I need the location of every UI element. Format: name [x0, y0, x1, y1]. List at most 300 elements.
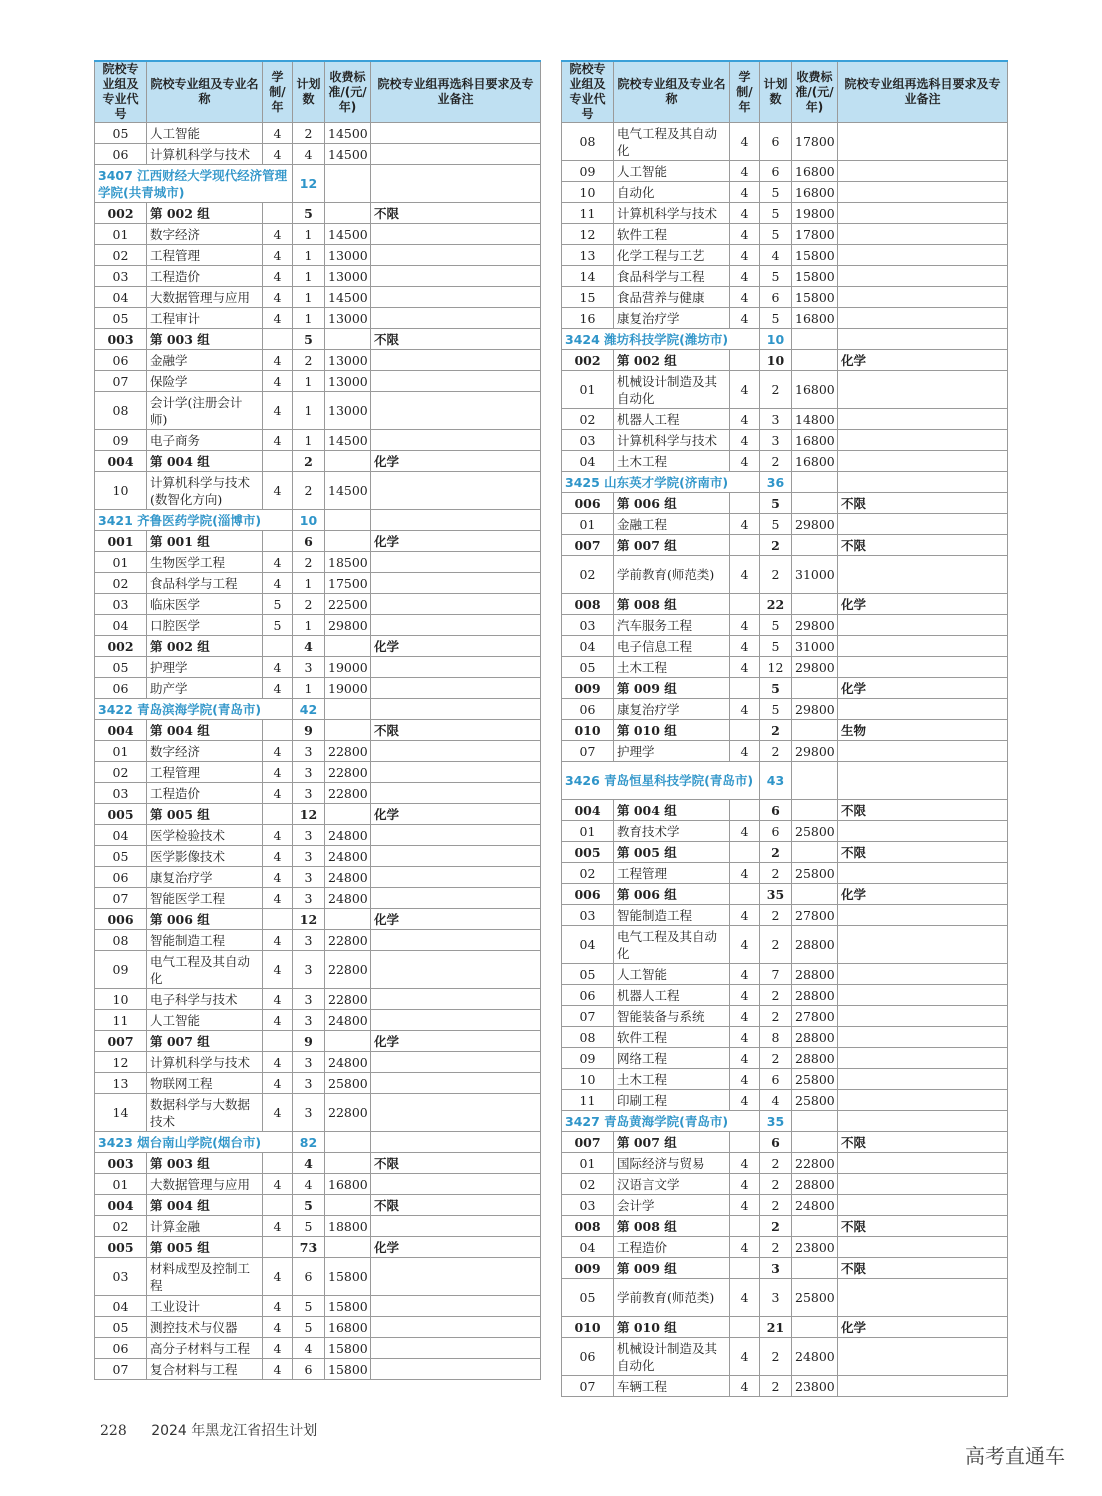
major-requirement [371, 350, 541, 371]
major-years: 4 [730, 1069, 760, 1090]
major-years: 4 [730, 657, 760, 678]
major-name: 智能装备与系统 [614, 1006, 730, 1027]
group-requirement: 不限 [838, 800, 1008, 821]
university-name: 3424 潍坊科技学院(潍坊市) [562, 329, 760, 350]
fee-cell [792, 472, 838, 493]
major-name: 康复治疗学 [147, 867, 263, 888]
major-plan: 1 [293, 430, 325, 451]
major-years: 4 [730, 699, 760, 720]
major-code: 05 [95, 123, 147, 144]
fee-cell [325, 804, 371, 825]
major-row [562, 308, 1008, 329]
major-requirement [371, 1073, 541, 1094]
major-years: 4 [263, 392, 293, 430]
major-name: 自动化 [614, 182, 730, 203]
major-name: 助产学 [147, 678, 263, 699]
major-fee: 24800 [792, 1338, 838, 1376]
major-years: 4 [263, 287, 293, 308]
major-name: 工业设计 [147, 1296, 263, 1317]
major-name: 人工智能 [147, 123, 263, 144]
major-plan: 6 [760, 123, 792, 161]
group-plan: 9 [293, 720, 325, 741]
major-years: 5 [263, 615, 293, 636]
major-years: 4 [263, 430, 293, 451]
major-row [95, 888, 541, 909]
major-requirement [838, 1279, 1008, 1317]
major-name: 电气工程及其自动化 [147, 951, 263, 989]
major-row [562, 161, 1008, 182]
major-code: 07 [562, 1006, 614, 1027]
major-row [95, 867, 541, 888]
major-fee: 17800 [792, 224, 838, 245]
major-row [95, 1073, 541, 1094]
major-row [95, 678, 541, 699]
major-requirement [838, 964, 1008, 985]
major-years: 4 [263, 266, 293, 287]
major-plan: 3 [293, 888, 325, 909]
group-row [562, 678, 1008, 699]
major-fee: 16800 [325, 1174, 371, 1195]
major-name: 电子信息工程 [614, 636, 730, 657]
university-row [562, 472, 1008, 493]
major-years: 4 [263, 245, 293, 266]
major-requirement [371, 266, 541, 287]
major-name: 计算机科学与技术 [147, 144, 263, 165]
group-name: 第 010 组 [614, 720, 730, 741]
group-plan: 2 [760, 720, 792, 741]
major-row [562, 657, 1008, 678]
major-fee: 13000 [325, 350, 371, 371]
major-fee: 15800 [325, 1296, 371, 1317]
group-row [562, 350, 1008, 371]
group-code: 007 [95, 1031, 147, 1052]
major-row [95, 224, 541, 245]
major-code: 09 [95, 951, 147, 989]
major-row [95, 1317, 541, 1338]
major-fee: 29800 [792, 741, 838, 762]
major-code: 05 [95, 308, 147, 329]
major-requirement [371, 989, 541, 1010]
years-cell [263, 1153, 293, 1174]
major-row [562, 926, 1008, 964]
major-code: 01 [95, 741, 147, 762]
major-row [562, 451, 1008, 472]
group-name: 第 006 组 [614, 493, 730, 514]
major-plan: 2 [760, 1153, 792, 1174]
major-row [95, 123, 541, 144]
group-requirement: 不限 [838, 1216, 1008, 1237]
major-name: 工程造价 [614, 1237, 730, 1258]
group-plan: 2 [760, 842, 792, 863]
major-plan: 6 [760, 1069, 792, 1090]
group-name: 第 008 组 [614, 1216, 730, 1237]
group-plan: 6 [760, 1132, 792, 1153]
major-name: 化学工程与工艺 [614, 245, 730, 266]
major-row [95, 825, 541, 846]
major-years: 4 [730, 821, 760, 842]
major-name: 教育技术学 [614, 821, 730, 842]
group-plan: 5 [293, 1195, 325, 1216]
group-requirement: 化学 [371, 804, 541, 825]
page-footer [100, 1420, 317, 1440]
major-name: 大数据管理与应用 [147, 287, 263, 308]
group-row [95, 1153, 541, 1174]
major-code: 02 [95, 1216, 147, 1237]
major-years: 4 [730, 430, 760, 451]
requirement-cell [838, 329, 1008, 350]
group-name: 第 001 组 [147, 531, 263, 552]
major-plan: 2 [760, 1006, 792, 1027]
footer-title: 2024 年黑龙江省招生计划 [151, 1423, 318, 1439]
header-name: 院校专业组及专业名称 [147, 61, 263, 123]
major-requirement [838, 1338, 1008, 1376]
major-row [562, 245, 1008, 266]
major-plan: 3 [293, 930, 325, 951]
major-name: 护理学 [147, 657, 263, 678]
major-fee: 22800 [325, 783, 371, 804]
fee-cell [325, 909, 371, 930]
fee-cell [792, 1111, 838, 1132]
university-plan: 42 [293, 699, 325, 720]
major-code: 06 [562, 699, 614, 720]
fee-cell [792, 1216, 838, 1237]
major-fee: 15800 [792, 287, 838, 308]
major-fee: 13000 [325, 308, 371, 329]
major-fee: 24800 [792, 1195, 838, 1216]
group-plan: 6 [293, 531, 325, 552]
major-requirement [838, 203, 1008, 224]
major-row [562, 1237, 1008, 1258]
group-code: 010 [562, 720, 614, 741]
group-plan: 5 [293, 329, 325, 350]
major-requirement [838, 741, 1008, 762]
major-row [562, 1338, 1008, 1376]
major-plan: 2 [760, 741, 792, 762]
major-name: 电气工程及其自动化 [614, 926, 730, 964]
major-years: 4 [730, 1376, 760, 1397]
major-fee: 18800 [325, 1216, 371, 1237]
major-years: 4 [730, 926, 760, 964]
years-cell [263, 531, 293, 552]
major-name: 软件工程 [614, 224, 730, 245]
major-requirement [371, 867, 541, 888]
major-plan: 3 [760, 409, 792, 430]
major-plan: 4 [293, 144, 325, 165]
group-code: 007 [562, 1132, 614, 1153]
years-cell [263, 909, 293, 930]
major-years: 4 [263, 1296, 293, 1317]
major-name: 物联网工程 [147, 1073, 263, 1094]
major-row [95, 657, 541, 678]
group-code: 002 [95, 636, 147, 657]
group-requirement: 化学 [371, 909, 541, 930]
major-row [95, 1174, 541, 1195]
major-row [562, 1174, 1008, 1195]
major-years: 4 [263, 224, 293, 245]
major-years: 4 [730, 636, 760, 657]
major-name: 数据科学与大数据技术 [147, 1094, 263, 1132]
major-row [95, 783, 541, 804]
major-requirement [371, 1010, 541, 1031]
major-fee: 22800 [325, 741, 371, 762]
major-years: 4 [730, 1153, 760, 1174]
major-fee: 22500 [325, 594, 371, 615]
fee-cell [792, 329, 838, 350]
major-requirement [371, 594, 541, 615]
major-fee: 24800 [325, 1010, 371, 1031]
major-fee: 19000 [325, 657, 371, 678]
major-years: 4 [263, 867, 293, 888]
group-code: 006 [562, 884, 614, 905]
major-requirement [371, 615, 541, 636]
group-code: 010 [562, 1317, 614, 1338]
fee-cell [325, 329, 371, 350]
major-requirement [838, 1027, 1008, 1048]
major-row [95, 762, 541, 783]
group-requirement: 不限 [838, 493, 1008, 514]
group-plan: 12 [293, 909, 325, 930]
major-requirement [371, 678, 541, 699]
group-name: 第 010 组 [614, 1317, 730, 1338]
major-row [95, 615, 541, 636]
group-row [95, 329, 541, 350]
major-fee: 24800 [325, 888, 371, 909]
major-row [95, 1296, 541, 1317]
major-plan: 4 [293, 1174, 325, 1195]
major-plan: 4 [760, 245, 792, 266]
major-plan: 1 [293, 678, 325, 699]
major-fee: 13000 [325, 266, 371, 287]
years-cell [730, 800, 760, 821]
major-code: 07 [95, 1359, 147, 1380]
group-name: 第 002 组 [614, 350, 730, 371]
major-requirement [838, 514, 1008, 535]
major-years: 4 [263, 989, 293, 1010]
major-row [562, 203, 1008, 224]
major-code: 04 [95, 825, 147, 846]
group-requirement: 化学 [838, 350, 1008, 371]
major-name: 复合材料与工程 [147, 1359, 263, 1380]
major-plan: 2 [760, 1195, 792, 1216]
major-plan: 3 [293, 1010, 325, 1031]
group-code: 007 [562, 535, 614, 556]
group-row [562, 493, 1008, 514]
major-row [562, 699, 1008, 720]
major-code: 14 [95, 1094, 147, 1132]
major-years: 4 [730, 514, 760, 535]
major-plan: 4 [760, 1090, 792, 1111]
major-requirement [838, 287, 1008, 308]
major-name: 汉语言文学 [614, 1174, 730, 1195]
major-years: 4 [263, 762, 293, 783]
major-row [562, 1376, 1008, 1397]
major-plan: 5 [760, 182, 792, 203]
major-plan: 8 [760, 1027, 792, 1048]
major-name: 汽车服务工程 [614, 615, 730, 636]
major-plan: 7 [760, 964, 792, 985]
major-name: 计算机科学与技术(数智化方向) [147, 472, 263, 510]
major-years: 4 [730, 964, 760, 985]
university-plan: 43 [760, 762, 792, 800]
group-plan: 2 [760, 1216, 792, 1237]
major-years: 4 [263, 1338, 293, 1359]
major-row [562, 123, 1008, 161]
major-requirement [371, 1359, 541, 1380]
group-row [95, 804, 541, 825]
group-row [562, 1216, 1008, 1237]
major-fee: 15800 [792, 266, 838, 287]
major-plan: 2 [760, 451, 792, 472]
group-plan: 4 [293, 1153, 325, 1174]
fee-cell [325, 203, 371, 224]
major-fee: 15800 [325, 1359, 371, 1380]
major-code: 03 [562, 430, 614, 451]
major-fee: 15800 [792, 245, 838, 266]
major-name: 计算机科学与技术 [147, 1052, 263, 1073]
major-row [95, 430, 541, 451]
major-code: 04 [95, 615, 147, 636]
major-fee: 13000 [325, 245, 371, 266]
major-name: 智能制造工程 [614, 905, 730, 926]
major-row [95, 392, 541, 430]
major-fee: 15800 [325, 1258, 371, 1296]
major-requirement [838, 1048, 1008, 1069]
university-row [562, 762, 1008, 800]
major-name: 会计学(注册会计师) [147, 392, 263, 430]
group-requirement: 不限 [371, 720, 541, 741]
major-fee: 25800 [792, 1279, 838, 1317]
group-name: 第 002 组 [147, 636, 263, 657]
major-fee: 13000 [325, 371, 371, 392]
major-name: 电气工程及其自动化 [614, 123, 730, 161]
major-code: 06 [95, 867, 147, 888]
major-requirement [371, 1317, 541, 1338]
major-years: 4 [730, 863, 760, 884]
major-row [95, 552, 541, 573]
major-requirement [371, 888, 541, 909]
major-requirement [371, 951, 541, 989]
major-years: 4 [263, 1073, 293, 1094]
major-years: 5 [263, 594, 293, 615]
major-fee: 27800 [792, 1006, 838, 1027]
major-row [95, 1258, 541, 1296]
major-name: 数字经济 [147, 224, 263, 245]
major-plan: 6 [760, 161, 792, 182]
major-requirement [371, 1216, 541, 1237]
fee-cell [792, 884, 838, 905]
years-cell [730, 535, 760, 556]
major-fee: 25800 [792, 821, 838, 842]
major-code: 08 [95, 392, 147, 430]
university-plan: 36 [760, 472, 792, 493]
group-name: 第 007 组 [147, 1031, 263, 1052]
header-code: 院校专业组及专业代号 [95, 61, 147, 123]
major-fee: 16800 [325, 1317, 371, 1338]
header-fee: 收费标准/(元/年) [325, 61, 371, 123]
group-name: 第 009 组 [614, 678, 730, 699]
group-row [562, 720, 1008, 741]
major-row [562, 615, 1008, 636]
major-plan: 3 [293, 846, 325, 867]
major-years: 4 [730, 1338, 760, 1376]
major-plan: 2 [760, 1376, 792, 1397]
major-fee: 19000 [325, 678, 371, 699]
group-plan: 2 [760, 535, 792, 556]
major-requirement [371, 472, 541, 510]
major-code: 08 [562, 1027, 614, 1048]
major-plan: 2 [293, 472, 325, 510]
group-plan: 4 [293, 636, 325, 657]
major-requirement [371, 930, 541, 951]
major-code: 01 [562, 371, 614, 409]
major-row [562, 556, 1008, 594]
fee-cell [792, 535, 838, 556]
major-row [562, 514, 1008, 535]
major-plan: 2 [760, 905, 792, 926]
major-name: 工程管理 [147, 762, 263, 783]
major-fee: 16800 [792, 430, 838, 451]
years-cell [263, 1031, 293, 1052]
major-code: 05 [95, 657, 147, 678]
major-plan: 3 [293, 657, 325, 678]
major-requirement [371, 762, 541, 783]
major-plan: 3 [293, 825, 325, 846]
major-requirement [838, 863, 1008, 884]
major-name: 康复治疗学 [614, 308, 730, 329]
major-plan: 2 [760, 371, 792, 409]
major-name: 金融学 [147, 350, 263, 371]
table-header [562, 61, 1008, 123]
group-row [562, 842, 1008, 863]
major-years: 4 [263, 144, 293, 165]
major-name: 工程管理 [147, 245, 263, 266]
major-plan: 2 [293, 594, 325, 615]
major-plan: 3 [293, 867, 325, 888]
major-requirement [371, 123, 541, 144]
major-requirement [838, 615, 1008, 636]
major-code: 10 [95, 472, 147, 510]
group-row [95, 1031, 541, 1052]
major-plan: 6 [760, 287, 792, 308]
major-row [562, 636, 1008, 657]
major-years: 4 [730, 182, 760, 203]
major-name: 计算机科学与技术 [614, 203, 730, 224]
major-row [95, 741, 541, 762]
major-code: 03 [95, 1258, 147, 1296]
major-row [562, 741, 1008, 762]
fee-cell [792, 493, 838, 514]
major-code: 05 [562, 1279, 614, 1317]
university-plan: 82 [293, 1132, 325, 1153]
major-years: 4 [730, 224, 760, 245]
major-years: 4 [730, 1237, 760, 1258]
major-code: 03 [95, 266, 147, 287]
group-plan: 21 [760, 1317, 792, 1338]
major-code: 07 [95, 371, 147, 392]
major-years: 4 [263, 741, 293, 762]
fee-cell [792, 1317, 838, 1338]
university-plan: 35 [760, 1111, 792, 1132]
major-code: 05 [562, 964, 614, 985]
fee-cell [325, 1237, 371, 1258]
major-years: 4 [730, 1027, 760, 1048]
years-cell [730, 594, 760, 615]
major-fee: 16800 [792, 161, 838, 182]
major-fee: 29800 [792, 699, 838, 720]
major-row [95, 472, 541, 510]
group-row [95, 451, 541, 472]
major-name: 机械设计制造及其自动化 [614, 371, 730, 409]
